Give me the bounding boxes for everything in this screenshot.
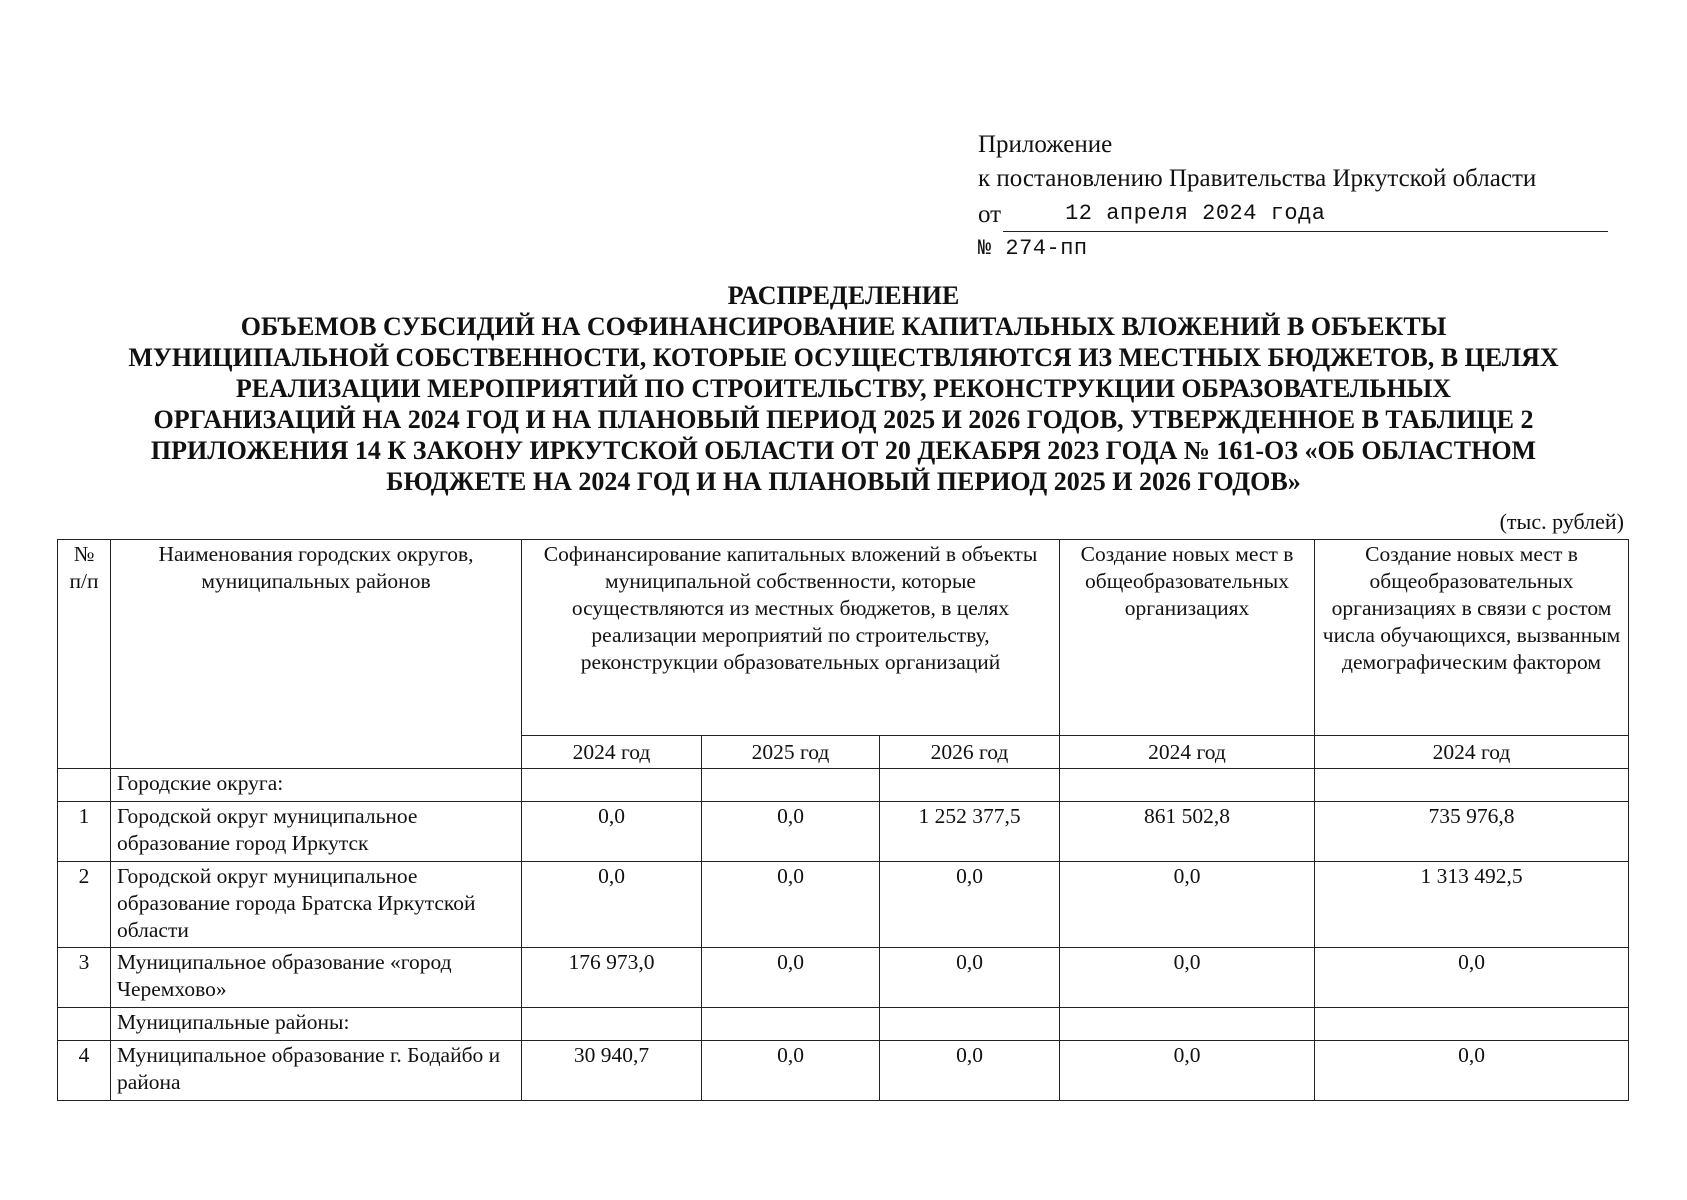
date-prefix: от xyxy=(978,201,1002,228)
value-cell: 0,0 xyxy=(880,1041,1060,1101)
value-cell: 1 252 377,5 xyxy=(880,802,1060,862)
row-num: 3 xyxy=(58,948,111,1008)
group-label: Муниципальные районы: xyxy=(111,1008,522,1041)
value-cell: 1 313 492,5 xyxy=(1315,862,1629,948)
value-cell: 0,0 xyxy=(522,862,702,948)
row-name: Муниципальное образование «город Черемхово» xyxy=(111,948,522,1008)
title-line: РАСПРЕДЕЛЕНИЕ xyxy=(727,281,960,310)
value-cell: 0,0 xyxy=(1315,948,1629,1008)
empty-cell xyxy=(522,769,702,802)
year-cell: 2026 год xyxy=(880,736,1060,769)
title-line: МУНИЦИПАЛЬНОЙ СОБСТВЕННОСТИ, КОТОРЫЕ ОСУЩЕСТВЛЯЮТСЯ ИЗ МЕСТНЫХ БЮДЖЕТОВ, В ЦЕЛЯХ xyxy=(128,343,1559,372)
value-cell: 0,0 xyxy=(880,948,1060,1008)
appendix-date-row xyxy=(978,196,1608,232)
value-cell: 30 940,7 xyxy=(522,1041,702,1101)
empty-cell xyxy=(1315,769,1629,802)
title-line: ПРИЛОЖЕНИЯ 14 К ЗАКОНУ ИРКУТСКОЙ ОБЛАСТИ ОТ 20 ДЕКАБРЯ 2023 ГОДА № 161-ОЗ «ОБ ОБЛАСТНОМ xyxy=(150,436,1537,465)
header-cofinancing: Софинансирование капитальных вложений в объекты муниципальной собственности, которые осуществляются из местных бюджетов, в целях реализации мероприятий по строительству, реконструкции образовательных организаций xyxy=(522,540,1060,736)
date-field xyxy=(1003,199,1608,232)
group-row-districts xyxy=(58,1008,1629,1041)
title-line: БЮДЖЕТЕ НА 2024 ГОД И НА ПЛАНОВЫЙ ПЕРИОД 2025 И 2026 ГОДОВ» xyxy=(386,467,1301,496)
appendix-block xyxy=(978,128,1608,262)
year-cell: 2025 год xyxy=(702,736,880,769)
header-num: № п/п xyxy=(58,540,111,769)
value-cell: 0,0 xyxy=(522,802,702,862)
group-row-urban xyxy=(58,769,1629,802)
row-name: Городской округ муниципальное образование города Братска Иркутской области xyxy=(111,862,522,948)
empty-cell xyxy=(1315,1008,1629,1041)
appendix-title: Приложение xyxy=(978,131,1113,158)
date-value: 12 апреля 2024 года xyxy=(1065,201,1326,226)
row-num: 1 xyxy=(58,802,111,862)
table-row xyxy=(58,802,1629,862)
resolution-number: № 274-пп xyxy=(978,236,1088,261)
header-name: Наименования городских округов, муниципальных районов xyxy=(111,540,522,769)
empty-cell xyxy=(702,1008,880,1041)
row-num: 4 xyxy=(58,1041,111,1101)
value-cell: 861 502,8 xyxy=(1060,802,1315,862)
table-row xyxy=(58,948,1629,1008)
distribution-table xyxy=(57,539,1629,1101)
value-cell: 0,0 xyxy=(702,948,880,1008)
title-line: ОРГАНИЗАЦИЙ НА 2024 ГОД И НА ПЛАНОВЫЙ ПЕРИОД 2025 И 2026 ГОДОВ, УТВЕРЖДЕННОЕ В ТАБЛИЦЕ 2 xyxy=(153,405,1534,434)
title-line: ОБЪЕМОВ СУБСИДИЙ НА СОФИНАНСИРОВАНИЕ КАПИТАЛЬНЫХ ВЛОЖЕНИЙ В ОБЪЕКТЫ xyxy=(240,312,1447,341)
header-new-places: Создание новых мест в общеобразовательных организациях xyxy=(1060,540,1315,736)
empty-cell xyxy=(522,1008,702,1041)
units-label: (тыс. рублей) xyxy=(1499,509,1624,534)
group-num-cell xyxy=(58,1008,111,1041)
group-num-cell xyxy=(58,769,111,802)
year-cell: 2024 год xyxy=(1315,736,1629,769)
empty-cell xyxy=(1060,1008,1315,1041)
appendix-number-row xyxy=(978,232,1608,262)
appendix-resolution: к постановлению Правительства Иркутской области xyxy=(978,165,1537,192)
row-num: 2 xyxy=(58,862,111,948)
value-cell: 0,0 xyxy=(880,862,1060,948)
year-cell: 2024 год xyxy=(1060,736,1315,769)
value-cell: 0,0 xyxy=(702,862,880,948)
empty-cell xyxy=(880,1008,1060,1041)
value-cell: 0,0 xyxy=(1060,1041,1315,1101)
value-cell: 176 973,0 xyxy=(522,948,702,1008)
value-cell: 735 976,8 xyxy=(1315,802,1629,862)
table-row xyxy=(58,1041,1629,1101)
empty-cell xyxy=(1060,769,1315,802)
value-cell: 0,0 xyxy=(702,1041,880,1101)
value-cell: 0,0 xyxy=(1060,862,1315,948)
document-title xyxy=(40,280,1647,497)
row-name: Городской округ муниципальное образование город Иркутск xyxy=(111,802,522,862)
value-cell: 0,0 xyxy=(1060,948,1315,1008)
table-row xyxy=(58,862,1629,948)
value-cell: 0,0 xyxy=(1315,1041,1629,1101)
header-new-places-demographic: Создание новых мест в общеобразовательных организациях в связи с ростом числа обучающихся, вызванным демографическим фактором xyxy=(1315,540,1629,736)
value-cell: 0,0 xyxy=(702,802,880,862)
year-cell: 2024 год xyxy=(522,736,702,769)
group-label: Городские округа: xyxy=(111,769,522,802)
empty-cell xyxy=(880,769,1060,802)
empty-cell xyxy=(702,769,880,802)
title-line: РЕАЛИЗАЦИИ МЕРОПРИЯТИЙ ПО СТРОИТЕЛЬСТВУ, РЕКОНСТРУКЦИИ ОБРАЗОВАТЕЛЬНЫХ xyxy=(235,374,1452,403)
row-name: Муниципальное образование г. Бодайбо и района xyxy=(111,1041,522,1101)
header-row xyxy=(58,540,1629,736)
